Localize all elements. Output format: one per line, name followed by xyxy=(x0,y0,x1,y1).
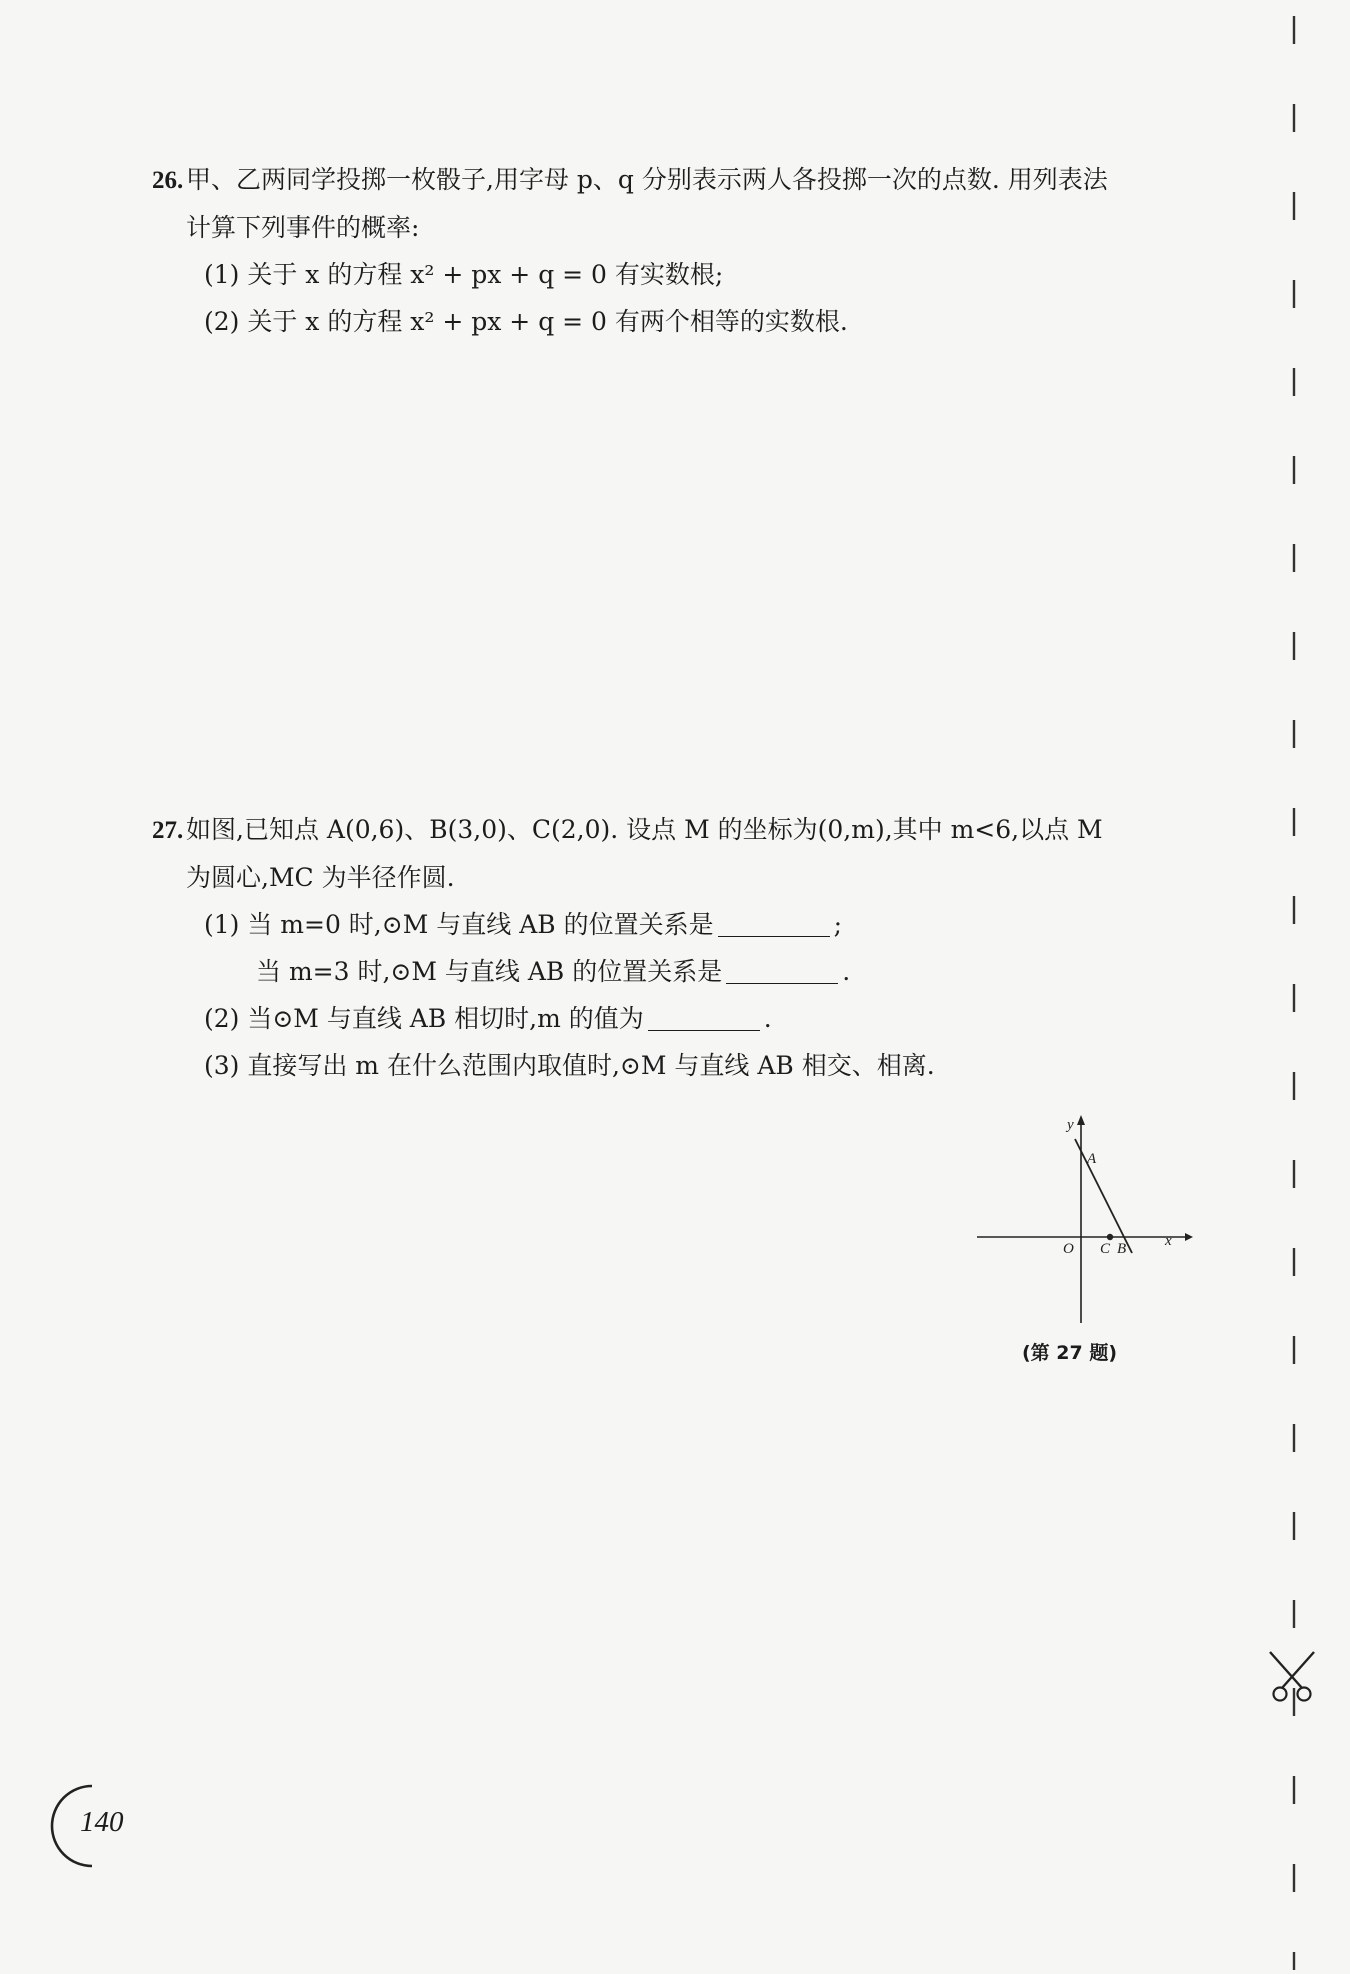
problem-26 xyxy=(152,156,1212,345)
label-c: C xyxy=(1100,1241,1111,1257)
problem-number: 26. xyxy=(152,167,184,194)
problem-26-part-2: (2) 关于 x 的方程 x² + px + q = 0 有两个相等的实数根. xyxy=(204,307,848,336)
page-number-badge xyxy=(48,1782,158,1872)
problem-27-part-3: (3) 直接写出 m 在什么范围内取值时,⊙M 与直线 AB 相交、相离. xyxy=(204,1051,935,1080)
x-axis-arrow xyxy=(1185,1233,1193,1241)
scissors-icon xyxy=(1262,1648,1322,1708)
part-1b-punct: . xyxy=(842,957,851,986)
problem-number: 27. xyxy=(152,817,184,844)
problem-26-text-line2: 计算下列事件的概率: xyxy=(186,213,420,242)
problem-26-stem xyxy=(152,156,1212,204)
problem-27 xyxy=(152,806,1212,1089)
part-1a-punct: ; xyxy=(833,910,843,939)
part-1a-text: (1) 当 m=0 时,⊙M 与直线 AB 的位置关系是 xyxy=(204,910,714,939)
y-axis-arrow xyxy=(1077,1115,1085,1125)
label-x: x xyxy=(1165,1233,1172,1249)
problem-26-part-1: (1) 关于 x 的方程 x² + px + q = 0 有实数根; xyxy=(204,260,724,289)
problem-27-text-line2: 为圆心,MC 为半径作圆. xyxy=(186,863,455,892)
problem-27-stem xyxy=(152,806,1212,854)
point-c xyxy=(1107,1234,1113,1240)
problem-27-part-1a xyxy=(152,901,1212,948)
coordinate-figure xyxy=(975,1115,1195,1330)
label-o: O xyxy=(1063,1241,1074,1257)
answer-blank-1b[interactable] xyxy=(726,953,838,984)
part-2-punct: . xyxy=(763,1004,772,1033)
label-b: B xyxy=(1117,1241,1127,1257)
part-2-text: (2) 当⊙M 与直线 AB 相切时,m 的值为 xyxy=(204,1004,644,1033)
problem-27-part-2 xyxy=(152,995,1212,1042)
part-1b-text: 当 m=3 时,⊙M 与直线 AB 的位置关系是 xyxy=(256,957,723,986)
problem-26-text-line1: 甲、乙两同学投掷一枚骰子,用字母 p、q 分别表示两人各投掷一次的点数. 用列表法 xyxy=(186,165,1108,194)
answer-blank-1a[interactable] xyxy=(718,906,830,937)
label-y: y xyxy=(1067,1117,1074,1133)
figure-caption: (第 27 题) xyxy=(1022,1342,1118,1364)
problem-27-text-line1: 如图,已知点 A(0,6)、B(3,0)、C(2,0). 设点 M 的坐标为(0,m),其中 m<6,以点 M xyxy=(186,815,1103,844)
line-ab xyxy=(1075,1139,1132,1253)
problem-27-part-1b xyxy=(152,948,1212,995)
label-a: A xyxy=(1087,1151,1097,1167)
answer-blank-2[interactable] xyxy=(648,1000,760,1031)
page-number: 140 xyxy=(80,1806,124,1838)
